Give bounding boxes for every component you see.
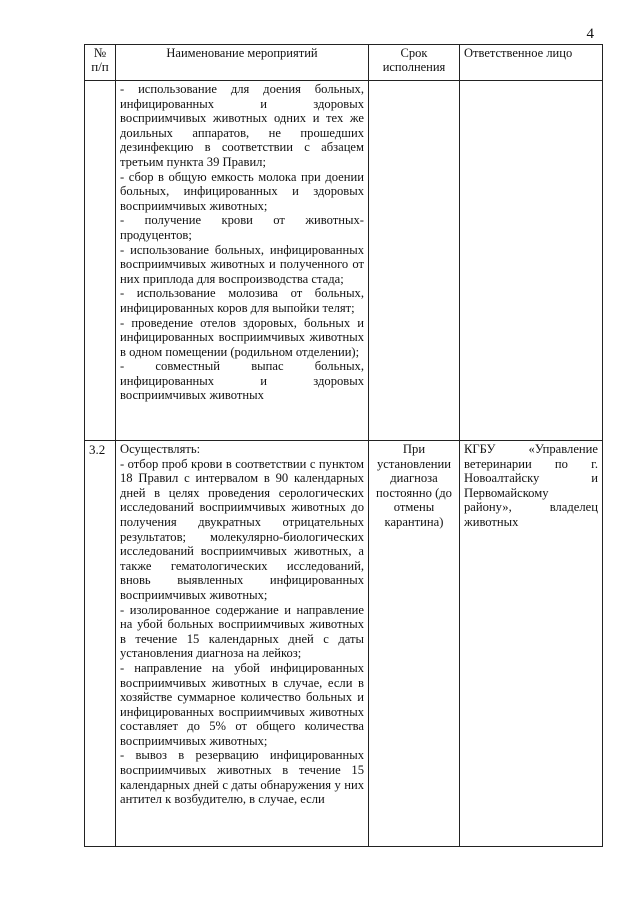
measure-item: - сбор в общую емкость молока при доении больных, инфицированных и здоровых восприимчивых животных; (120, 169, 364, 213)
header-num: № п/п (85, 45, 116, 81)
row-responsible (460, 81, 603, 441)
responsible-org-line: КГБУ «Управление (464, 442, 598, 456)
row-num: 3.2 (85, 441, 116, 847)
term-text: При установлении диагноза постоянно (до отмены карантина) (376, 442, 452, 529)
table-header-row (85, 45, 603, 81)
measure-item: - направление на убой инфицированных восприимчивых животных в случае, если в хозяйстве суммарное количество больных и инфицированных восприимчивых животных составляет до 5% от общего количества восприимчивых животных; (120, 660, 364, 748)
row-measures (116, 441, 369, 847)
measure-item: - использование больных, инфицированных восприимчивых животных и полученного от них приплода для воспроизводства стада; (120, 242, 364, 286)
row-num (85, 81, 116, 441)
row-measures (116, 81, 369, 441)
header-term: Срок исполнения (369, 45, 460, 81)
header-name: Наименование мероприятий (116, 45, 369, 81)
header-responsible: Ответственное лицо (460, 45, 603, 81)
measure-item: - получение крови от животных-продуцентов; (120, 213, 364, 242)
row-responsible (460, 441, 603, 847)
page-number: 4 (586, 26, 594, 42)
row-term (369, 441, 460, 847)
responsible-rest: ветеринарии по г. Новоалтайску и Первомайскому району», владелец животных (464, 456, 598, 529)
measure-item: - вывоз в резервацию инфицированных восприимчивых животных в течение 15 календарных дней с даты обнаружения у них антител к возбудителю, в случае, если (120, 748, 364, 807)
measure-item: - изолированное содержание и направление на убой больных восприимчивых животных в течение 15 календарных дней с даты установления диагноза на лейкоз; (120, 602, 364, 661)
measure-item: - совместный выпас больных, инфицированных и здоровых восприимчивых животных (120, 359, 364, 403)
measure-item: - использование для доения больных, инфицированных и здоровых восприимчивых животных одних и тех же доильных аппаратов, не прошедших дезинфекцию в соответствии с абзацем третьим пункта 39 Правил; (120, 82, 364, 169)
measure-item: - проведение отелов здоровых, больных и инфицированных восприимчивых животных в одном помещении (родильном отделении); (120, 315, 364, 359)
measure-item: Осуществлять: (120, 442, 201, 456)
measure-item: - использование молозива от больных, инфицированных коров для выпойки телят; (120, 286, 364, 315)
table-row (85, 441, 603, 847)
responsible-text (464, 442, 598, 530)
measures-table (84, 44, 603, 847)
row-term (369, 81, 460, 441)
table-row (85, 81, 603, 441)
measure-item: - отбор проб крови в соответствии с пунктом 18 Правил с интервалом в 90 календарных дней в целях проведения серологических исследований восприимчивых животных до получения двукратных отрицательных результатов; молекулярно-биологических исследований восприимчивых животных, а также гематологических исследований, вновь выявленных инфицированных восприимчивых животных; (120, 456, 364, 602)
